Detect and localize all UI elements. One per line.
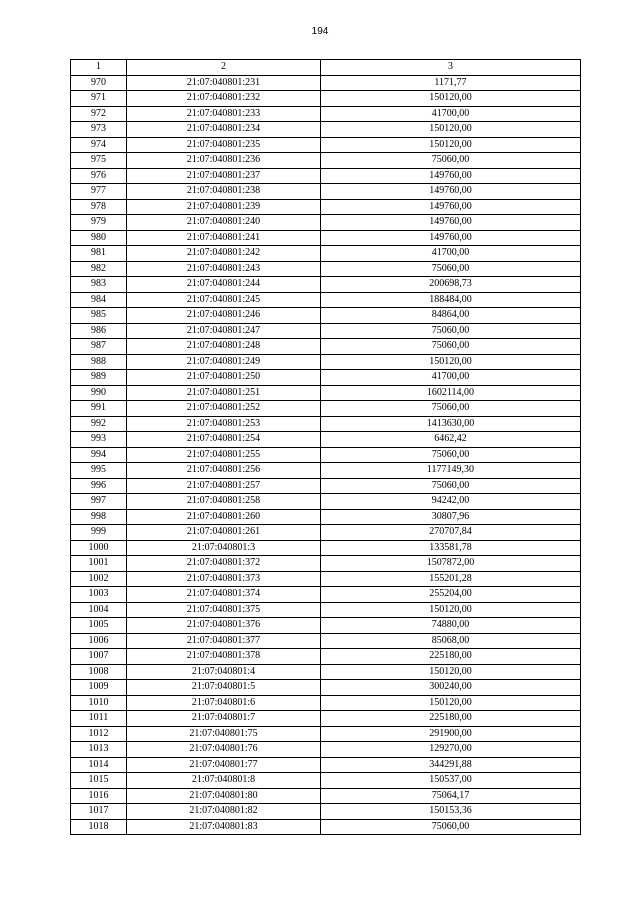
cadastral-number-cell: 21:07:040801:257 [127,478,321,494]
cadastral-number-cell: 21:07:040801:373 [127,571,321,587]
cadastral-number-cell: 21:07:040801:376 [127,618,321,634]
table-row [71,137,581,153]
column-header-3: 3 [321,60,581,76]
row-number-cell: 1006 [71,633,127,649]
row-number-cell: 970 [71,75,127,91]
value-cell: 255204,00 [321,587,581,603]
row-number-cell: 993 [71,432,127,448]
value-cell: 75060,00 [321,323,581,339]
cadastral-number-cell: 21:07:040801:76 [127,742,321,758]
table-row [71,91,581,107]
value-cell: 1413630,00 [321,416,581,432]
cadastral-number-cell: 21:07:040801:249 [127,354,321,370]
row-number-cell: 976 [71,168,127,184]
value-cell: 149760,00 [321,199,581,215]
value-cell: 150537,00 [321,773,581,789]
cadastral-number-cell: 21:07:040801:251 [127,385,321,401]
row-number-cell: 982 [71,261,127,277]
value-cell: 75060,00 [321,261,581,277]
table-row [71,649,581,665]
cadastral-number-cell: 21:07:040801:236 [127,153,321,169]
row-number-cell: 1003 [71,587,127,603]
cadastral-number-cell: 21:07:040801:253 [127,416,321,432]
cadastral-number-cell: 21:07:040801:247 [127,323,321,339]
table-row [71,804,581,820]
table-row [71,525,581,541]
cadastral-number-cell: 21:07:040801:245 [127,292,321,308]
cadastral-number-cell: 21:07:040801:239 [127,199,321,215]
table-row [71,587,581,603]
table-row [71,540,581,556]
table-row [71,153,581,169]
row-number-cell: 1000 [71,540,127,556]
row-number-cell: 1012 [71,726,127,742]
cadastral-number-cell: 21:07:040801:374 [127,587,321,603]
row-number-cell: 992 [71,416,127,432]
row-number-cell: 1008 [71,664,127,680]
value-cell: 225180,00 [321,649,581,665]
table-row [71,199,581,215]
row-number-cell: 1001 [71,556,127,572]
row-number-cell: 995 [71,463,127,479]
value-cell: 150120,00 [321,91,581,107]
value-cell: 1177149,30 [321,463,581,479]
row-number-cell: 989 [71,370,127,386]
table-row [71,370,581,386]
table-row [71,680,581,696]
cadastral-number-cell: 21:07:040801:258 [127,494,321,510]
row-number-cell: 999 [71,525,127,541]
value-cell: 344291,88 [321,757,581,773]
value-cell: 133581,78 [321,540,581,556]
cadastral-number-cell: 21:07:040801:234 [127,122,321,138]
table-row [71,354,581,370]
value-cell: 270707,84 [321,525,581,541]
table-row [71,478,581,494]
row-number-cell: 987 [71,339,127,355]
row-number-cell: 1015 [71,773,127,789]
cadastral-number-cell: 21:07:040801:242 [127,246,321,262]
value-cell: 41700,00 [321,106,581,122]
table-row [71,819,581,835]
value-cell: 188484,00 [321,292,581,308]
row-number-cell: 997 [71,494,127,510]
value-cell: 300240,00 [321,680,581,696]
value-cell: 75060,00 [321,447,581,463]
table-row [71,463,581,479]
cadastral-number-cell: 21:07:040801:80 [127,788,321,804]
row-number-cell: 1018 [71,819,127,835]
table-row [71,230,581,246]
table-row [71,726,581,742]
row-number-cell: 985 [71,308,127,324]
cadastral-number-cell: 21:07:040801:244 [127,277,321,293]
header-row [71,60,581,76]
table-row [71,292,581,308]
cadastral-number-cell: 21:07:040801:243 [127,261,321,277]
row-number-cell: 1013 [71,742,127,758]
cadastral-number-cell: 21:07:040801:237 [127,168,321,184]
row-number-cell: 972 [71,106,127,122]
column-header-2: 2 [127,60,321,76]
value-cell: 1602114,00 [321,385,581,401]
row-number-cell: 1017 [71,804,127,820]
row-number-cell: 1004 [71,602,127,618]
table-row [71,215,581,231]
cadastral-number-cell: 21:07:040801:250 [127,370,321,386]
value-cell: 150120,00 [321,137,581,153]
table-row [71,246,581,262]
table-row [71,695,581,711]
cadastral-number-cell: 21:07:040801:3 [127,540,321,556]
row-number-cell: 1009 [71,680,127,696]
row-number-cell: 1005 [71,618,127,634]
table-row [71,122,581,138]
row-number-cell: 1014 [71,757,127,773]
cadastral-number-cell: 21:07:040801:260 [127,509,321,525]
cadastral-number-cell: 21:07:040801:5 [127,680,321,696]
column-header-1: 1 [71,60,127,76]
row-number-cell: 971 [71,91,127,107]
cadastral-number-cell: 21:07:040801:7 [127,711,321,727]
row-number-cell: 991 [71,401,127,417]
value-cell: 75060,00 [321,478,581,494]
row-number-cell: 975 [71,153,127,169]
table-row [71,75,581,91]
value-cell: 291900,00 [321,726,581,742]
row-number-cell: 1016 [71,788,127,804]
cadastral-number-cell: 21:07:040801:6 [127,695,321,711]
value-cell: 75060,00 [321,401,581,417]
table-row [71,447,581,463]
table-header [71,60,581,76]
value-cell: 150120,00 [321,695,581,711]
value-cell: 129270,00 [321,742,581,758]
row-number-cell: 979 [71,215,127,231]
cadastral-number-cell: 21:07:040801:241 [127,230,321,246]
row-number-cell: 983 [71,277,127,293]
value-cell: 6462,42 [321,432,581,448]
table-body [71,75,581,835]
page-number: 194 [311,26,329,37]
table-row [71,633,581,649]
table-row [71,432,581,448]
table-row [71,277,581,293]
row-number-cell: 973 [71,122,127,138]
value-cell: 75060,00 [321,339,581,355]
table-row [71,742,581,758]
value-cell: 155201,28 [321,571,581,587]
cadastral-number-cell: 21:07:040801:252 [127,401,321,417]
table-row [71,261,581,277]
cadastral-number-cell: 21:07:040801:254 [127,432,321,448]
table-row [71,308,581,324]
cadastral-number-cell: 21:07:040801:256 [127,463,321,479]
table-row [71,494,581,510]
table-row [71,664,581,680]
value-cell: 200698,73 [321,277,581,293]
table-row [71,602,581,618]
value-cell: 75064,17 [321,788,581,804]
cadastral-number-cell: 21:07:040801:231 [127,75,321,91]
cadastral-number-cell: 21:07:040801:75 [127,726,321,742]
table-row [71,339,581,355]
value-cell: 150120,00 [321,664,581,680]
cadastral-number-cell: 21:07:040801:232 [127,91,321,107]
row-number-cell: 1007 [71,649,127,665]
row-number-cell: 1010 [71,695,127,711]
value-cell: 94242,00 [321,494,581,510]
cadastral-number-cell: 21:07:040801:83 [127,819,321,835]
cadastral-number-cell: 21:07:040801:377 [127,633,321,649]
table-row [71,711,581,727]
row-number-cell: 980 [71,230,127,246]
table-row [71,106,581,122]
value-cell: 75060,00 [321,153,581,169]
value-cell: 149760,00 [321,184,581,200]
cadastral-number-cell: 21:07:040801:235 [127,137,321,153]
table-row [71,509,581,525]
table-row [71,556,581,572]
value-cell: 41700,00 [321,246,581,262]
row-number-cell: 981 [71,246,127,262]
table-row [71,401,581,417]
value-cell: 150120,00 [321,122,581,138]
cadastral-number-cell: 21:07:040801:4 [127,664,321,680]
value-cell: 1507872,00 [321,556,581,572]
table-row [71,184,581,200]
row-number-cell: 1011 [71,711,127,727]
value-cell: 149760,00 [321,168,581,184]
value-cell: 149760,00 [321,215,581,231]
value-cell: 150120,00 [321,602,581,618]
table-row [71,571,581,587]
registry-table [70,59,581,835]
row-number-cell: 984 [71,292,127,308]
value-cell: 74880,00 [321,618,581,634]
value-cell: 150153,36 [321,804,581,820]
cadastral-number-cell: 21:07:040801:238 [127,184,321,200]
cadastral-number-cell: 21:07:040801:246 [127,308,321,324]
row-number-cell: 986 [71,323,127,339]
row-number-cell: 1002 [71,571,127,587]
row-number-cell: 994 [71,447,127,463]
table-row [71,773,581,789]
cadastral-number-cell: 21:07:040801:375 [127,602,321,618]
row-number-cell: 988 [71,354,127,370]
cadastral-number-cell: 21:07:040801:248 [127,339,321,355]
table-row [71,757,581,773]
value-cell: 225180,00 [321,711,581,727]
row-number-cell: 978 [71,199,127,215]
table-row [71,323,581,339]
cadastral-number-cell: 21:07:040801:261 [127,525,321,541]
cadastral-number-cell: 21:07:040801:77 [127,757,321,773]
cadastral-number-cell: 21:07:040801:8 [127,773,321,789]
row-number-cell: 990 [71,385,127,401]
value-cell: 30807,96 [321,509,581,525]
row-number-cell: 998 [71,509,127,525]
table-row [71,788,581,804]
table-row [71,416,581,432]
cadastral-number-cell: 21:07:040801:82 [127,804,321,820]
table-row [71,168,581,184]
value-cell: 84864,00 [321,308,581,324]
value-cell: 150120,00 [321,354,581,370]
row-number-cell: 977 [71,184,127,200]
cadastral-number-cell: 21:07:040801:372 [127,556,321,572]
value-cell: 41700,00 [321,370,581,386]
value-cell: 85068,00 [321,633,581,649]
cadastral-number-cell: 21:07:040801:378 [127,649,321,665]
cadastral-number-cell: 21:07:040801:255 [127,447,321,463]
cadastral-number-cell: 21:07:040801:240 [127,215,321,231]
table-row [71,385,581,401]
row-number-cell: 974 [71,137,127,153]
value-cell: 1171,77 [321,75,581,91]
value-cell: 149760,00 [321,230,581,246]
row-number-cell: 996 [71,478,127,494]
value-cell: 75060,00 [321,819,581,835]
cadastral-number-cell: 21:07:040801:233 [127,106,321,122]
table-row [71,618,581,634]
